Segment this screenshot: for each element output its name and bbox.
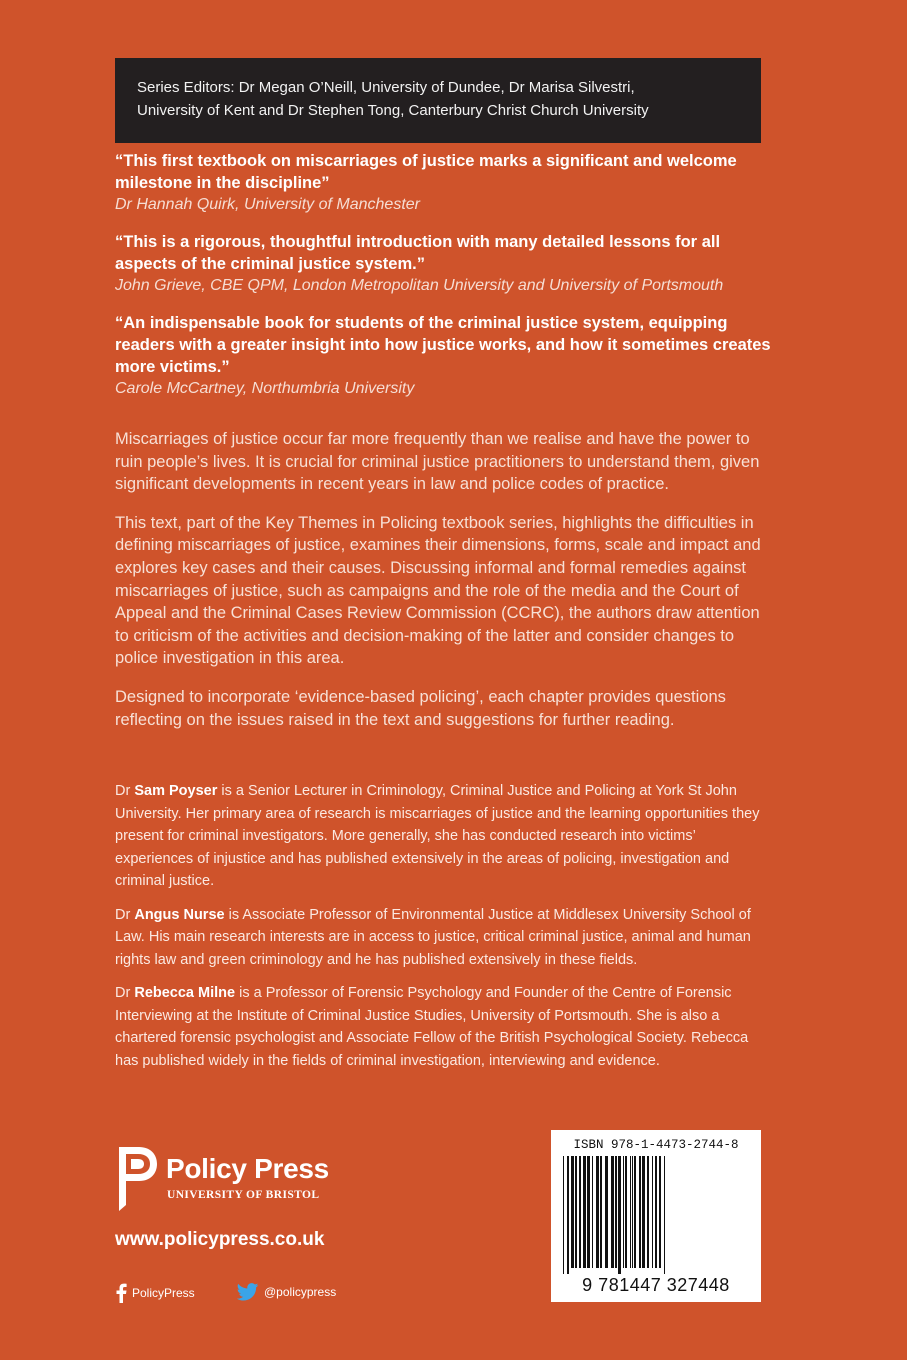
barcode-bar	[587, 1156, 590, 1268]
author-prefix: Dr	[115, 783, 135, 799]
publisher-subtitle: UNIVERSITY OF BRISTOL	[167, 1189, 320, 1201]
twitter-handle: @policypress	[264, 1285, 337, 1299]
publisher-logo	[115, 1145, 375, 1217]
author-prefix: Dr	[115, 906, 135, 923]
barcode-bar	[652, 1156, 653, 1268]
barcode-bar	[567, 1156, 569, 1274]
barcode-bar	[563, 1156, 564, 1274]
barcode-bar	[623, 1156, 624, 1268]
facebook-handle: PolicyPress	[132, 1286, 195, 1300]
barcode-bar	[592, 1156, 593, 1268]
quote-attribution: Dr Hannah Quirk, University of Manchester	[115, 196, 420, 213]
author-bio	[115, 904, 775, 972]
endorsement-quote	[115, 231, 775, 297]
barcode-bar	[596, 1156, 599, 1268]
barcode-bar	[571, 1156, 574, 1268]
series-editors-box	[115, 58, 761, 143]
barcode-bar	[583, 1156, 586, 1268]
barcode-bar	[618, 1156, 621, 1274]
author-bios	[115, 780, 775, 1083]
publisher-website-link[interactable]: www.policypress.co.uk	[115, 1229, 325, 1250]
author-name: Angus Nurse	[134, 906, 225, 923]
author-name: Rebecca Milne	[134, 985, 236, 1001]
author-name: Sam Poyser	[134, 783, 218, 799]
publisher-name: Policy Press	[166, 1153, 329, 1184]
quote-text: “This first textbook on miscarriages of justice marks a significant and welcome milestone in the discipline”	[115, 152, 737, 192]
author-bio-text: is a Professor of Forensic Psychology and Founder of the Centre of Forensic Interviewing at the Institute of Criminal Justice Studies, University of Portsmouth. She is also a chartered forensic psychologist and Associate Fellow of the British Psychological Society. Rebecca has published widely in the fields of criminal investigation, interviewing and evidence.	[115, 985, 749, 1069]
barcode-bar	[664, 1156, 665, 1274]
description-paragraph: Designed to incorporate ‘evidence-based policing’, each chapter provides questions reflecting on the issues raised in the text and suggestions for further reading.	[115, 687, 726, 729]
author-bio-text: is Associate Professor of Environmental Justice at Middlesex University School of Law. His main research interests are in access to justice, critical criminal justice, animal and human rights law and green criminology and he has published extensively in these fields.	[115, 906, 751, 968]
barcode-bar	[639, 1156, 641, 1268]
facebook-link[interactable]	[115, 1283, 195, 1303]
barcode-bar	[630, 1156, 631, 1268]
barcode-bar	[605, 1156, 608, 1268]
endorsements	[115, 150, 775, 415]
barcode-bar	[655, 1156, 657, 1268]
book-description	[115, 428, 775, 747]
barcode-bar	[659, 1156, 661, 1268]
barcode-bars	[561, 1156, 751, 1274]
author-bio-text: is a Senior Lecturer in Criminology, Criminal Justice and Policing at York St John University. Her primary area of research is miscarriages of justice and the learning opportunities they present for criminal investigators. More generally, she has conducted research into victims’ experiences of injustice and has published extensively in the areas of policing, investigation and criminal justice.	[115, 783, 760, 889]
series-editors-line-2: University of Kent and Dr Stephen Tong, Canterbury Christ Church University	[137, 101, 649, 119]
quote-text: “This is a rigorous, thoughtful introduction with many detailed lessons for all aspects of the criminal justice system.”	[115, 233, 721, 273]
twitter-link[interactable]	[237, 1281, 336, 1303]
barcode-bar	[600, 1156, 602, 1268]
barcode-bar	[642, 1156, 645, 1268]
barcode-bar	[625, 1156, 627, 1268]
barcode-bar	[615, 1156, 617, 1268]
barcode-digits: 9 781447 327448	[582, 1275, 730, 1295]
isbn-barcode	[551, 1130, 761, 1302]
author-bio	[115, 982, 775, 1072]
barcode-bar	[634, 1156, 636, 1268]
series-editors-line-1: Series Editors: Dr Megan O’Neill, University of Dundee, Dr Marisa Silvestri,	[137, 79, 635, 96]
quote-attribution: Carole McCartney, Northumbria University	[115, 380, 415, 397]
author-prefix: Dr	[115, 985, 135, 1001]
policy-press-p-logo-icon	[115, 1145, 159, 1213]
description-paragraph: Miscarriages of justice occur far more frequently than we realise and have the power to ruin people’s lives. It is crucial for criminal justice practitioners to understand them, given significant developments in recent years in law and police codes of practice.	[115, 430, 760, 494]
barcode-bar	[579, 1156, 581, 1268]
facebook-icon	[115, 1283, 127, 1303]
barcode-bar	[647, 1156, 649, 1268]
barcode-bar	[575, 1156, 577, 1268]
twitter-bird-icon	[237, 1283, 259, 1301]
barcode-bar	[632, 1156, 633, 1268]
quote-attribution: John Grieve, CBE QPM, London Metropolitan University and University of Portsmouth	[115, 277, 724, 294]
quote-text: “An indispensable book for students of the criminal justice system, equipping readers with a greater insight into how justice works, and how it sometimes creates more victims.”	[115, 314, 771, 376]
isbn-label: ISBN 978-1-4473-2744-8	[573, 1138, 739, 1152]
barcode-bar	[611, 1156, 614, 1268]
endorsement-quote	[115, 312, 775, 400]
description-paragraph: This text, part of the Key Themes in Policing textbook series, highlights the difficulties in defining miscarriages of justice, examines their dimensions, forms, scale and impact and explores key cases and their causes. Discussing informal and formal remedies against miscarriages of justice, such as campaigns and the role of the media and the Court of Appeal and the Criminal Cases Review Commission (CCRC), the authors draw attention to criticism of the activities and decision-making of the latter and consider changes to police investigation in this area.	[115, 513, 761, 668]
endorsement-quote	[115, 150, 775, 216]
author-bio	[115, 780, 775, 893]
